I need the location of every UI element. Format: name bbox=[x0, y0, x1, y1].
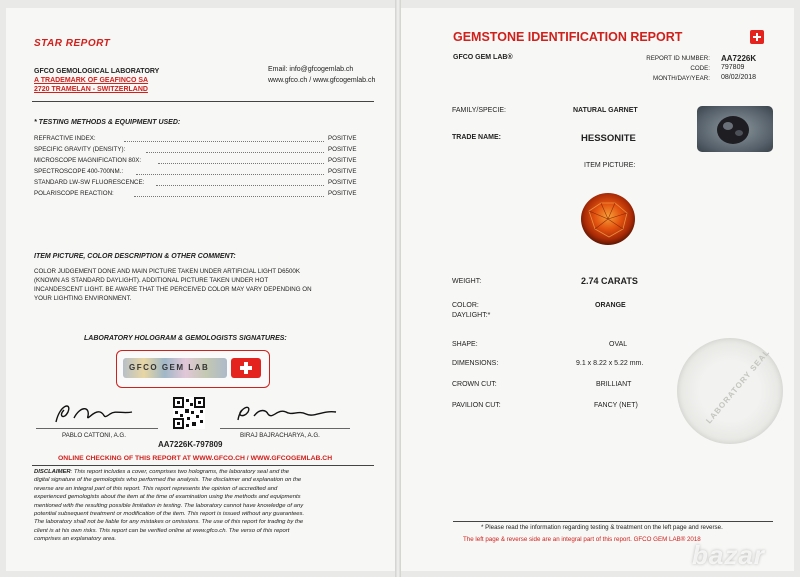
pavilion-cut-label: PAVILION CUT: bbox=[452, 402, 501, 409]
hologram-frame bbox=[116, 350, 270, 388]
test-label: MICROSCOPE MAGNIFICATION 80X: bbox=[34, 157, 142, 164]
test-label: SPECIFIC GRAVITY (DENSITY): bbox=[34, 146, 126, 153]
leader-dots bbox=[156, 185, 324, 186]
comment-line: COLOR JUDGEMENT DONE AND MAIN PICTURE TAKEN UNDER ARTIFICIAL LIGHT D6500K bbox=[34, 268, 300, 275]
gem-photo bbox=[579, 191, 637, 247]
test-label: POLARISCOPE REACTION: bbox=[34, 190, 114, 197]
disclaimer-line: potential subsequent treatment or modification of the item. This report is issued without any guarantees. bbox=[34, 511, 305, 518]
weight-value: 2.74 CARATS bbox=[581, 276, 638, 286]
lab-email[interactable]: Email: info@gfcogemlab.ch bbox=[268, 66, 354, 73]
meta-value: 08/02/2018 bbox=[721, 74, 757, 81]
qr-code[interactable] bbox=[173, 397, 205, 429]
test-label: REFRACTIVE INDEX: bbox=[34, 135, 96, 142]
family-value: NATURAL GARNET bbox=[573, 107, 638, 114]
dimensions-value: 9.1 x 8.22 x 5.22 mm. bbox=[576, 360, 644, 367]
footnote: * Please read the information regarding testing & treatment on the left page and reverse. bbox=[481, 524, 723, 531]
signature-right bbox=[232, 400, 342, 428]
disclaimer-line: reverse are an integral part of this report. This report represents the opinion of accredited and bbox=[34, 485, 278, 492]
disclaimer-line: client is at his own risks. This report can be verified online at www.gfco.ch. The verso of this report bbox=[34, 527, 290, 534]
shape-label: SHAPE: bbox=[452, 341, 478, 348]
signature-line bbox=[36, 428, 158, 429]
meta-value: 797809 bbox=[721, 64, 745, 71]
pavilion-cut-value: FANCY (NET) bbox=[594, 402, 638, 409]
meta-value: AA7226K bbox=[721, 54, 757, 63]
lab-web[interactable]: www.gfco.ch / www.gfcogemlab.ch bbox=[268, 77, 376, 84]
signer-left-name: PABLO CATTONI, A.G. bbox=[62, 432, 126, 439]
leader-dots bbox=[136, 174, 324, 175]
report-code: AA7226K-797809 bbox=[158, 440, 223, 449]
dark-gem-image bbox=[697, 106, 773, 152]
signature-left bbox=[50, 400, 140, 428]
leader-dots bbox=[146, 152, 324, 153]
watermark: bazar bbox=[692, 540, 765, 570]
item-picture-label: ITEM PICTURE: bbox=[584, 162, 636, 169]
comment-heading: ITEM PICTURE, COLOR DESCRIPTION & OTHER COMMENT: bbox=[34, 253, 236, 260]
footer-note: The left page & reverse side are an integral part of this report. GFCO GEM LAB® 2018 bbox=[463, 536, 701, 543]
leader-dots bbox=[124, 141, 324, 142]
weight-label: WEIGHT: bbox=[452, 278, 482, 285]
meta-label: REPORT ID NUMBER: bbox=[646, 55, 710, 62]
disclaimer-line: experienced gemologists about the item at the time of examination using the methods and equipments bbox=[34, 494, 301, 501]
comment-line: YOUR LIGHTING ENVIRONMENT. bbox=[34, 295, 132, 302]
test-value: POSITIVE bbox=[328, 146, 357, 153]
online-check-link[interactable]: ONLINE CHECKING OF THIS REPORT AT WWW.GFCO.CH / WWW.GFCOGEMLAB.CH bbox=[58, 455, 333, 462]
disclaimer-label: DISCLAIMER bbox=[34, 469, 71, 475]
meta-label: MONTH/DAY/YEAR: bbox=[653, 75, 710, 82]
hologram-sticker bbox=[123, 358, 227, 378]
disclaimer-line: mentioned with the resulting possible limitation in testing. The laboratory cannot have knowledge of any bbox=[34, 502, 304, 509]
seal-text: LABORATORY SEAL bbox=[704, 347, 772, 426]
disclaimer bbox=[34, 468, 374, 544]
dimensions-label: DIMENSIONS: bbox=[452, 360, 499, 367]
lab-address: 2720 TRAMELAN - SWITZERLAND bbox=[34, 86, 148, 93]
divider bbox=[32, 101, 374, 102]
crown-cut-label: CROWN CUT: bbox=[452, 381, 497, 388]
lab-trademark: A TRADEMARK OF GEAFINCO SA bbox=[34, 77, 149, 84]
test-label: STANDARD LW-SW FLUORESCENCE: bbox=[34, 179, 145, 186]
trade-name-value: HESSONITE bbox=[581, 133, 636, 144]
test-value: POSITIVE bbox=[328, 157, 357, 164]
swiss-flag-icon bbox=[750, 30, 764, 44]
disclaimer-line: The laboratory shall not be liable for any mistakes or omissions. The use of this report for trading by the bbox=[34, 519, 304, 526]
disclaimer-line: : This report includes a cover, comprises two holograms, the laboratory seal and the bbox=[70, 469, 290, 475]
family-label: FAMILY/SPECIE: bbox=[452, 107, 506, 114]
disclaimer-line: comprises an explanatory area. bbox=[34, 536, 117, 543]
color-value: ORANGE bbox=[595, 302, 626, 309]
signer-right-name: BIRAJ BAJRACHARYA, A.G. bbox=[240, 432, 320, 439]
leader-dots bbox=[158, 163, 324, 164]
color-label: COLOR: bbox=[452, 302, 479, 309]
swiss-flag-sticker bbox=[231, 358, 261, 378]
disclaimer-line: digital signature of the gemologists who performed the analysis. The disclaimer and explanation on the bbox=[34, 477, 302, 484]
divider bbox=[453, 521, 773, 522]
laboratory-seal bbox=[677, 338, 783, 444]
report-title: GEMSTONE IDENTIFICATION REPORT bbox=[453, 30, 683, 44]
daylight-label: DAYLIGHT:* bbox=[452, 312, 491, 319]
test-value: POSITIVE bbox=[328, 168, 357, 175]
crown-cut-value: BRILLIANT bbox=[596, 381, 632, 388]
hologram-label: GFCO GEM LAB bbox=[129, 363, 210, 372]
test-value: POSITIVE bbox=[328, 135, 357, 142]
test-value: POSITIVE bbox=[328, 179, 357, 186]
shape-value: OVAL bbox=[609, 341, 628, 348]
right-lab-name: GFCO GEM LAB® bbox=[453, 54, 513, 61]
trade-name-label: TRADE NAME: bbox=[452, 134, 501, 141]
test-label: SPECTROSCOPE 400-700NM.: bbox=[34, 168, 124, 175]
leader-dots bbox=[134, 196, 324, 197]
meta-label: CODE: bbox=[690, 65, 710, 72]
lab-name: GFCO GEMOLOGICAL LABORATORY bbox=[34, 68, 160, 75]
left-page bbox=[6, 8, 395, 571]
star-report-title: STAR REPORT bbox=[34, 38, 111, 49]
flag-cross-h bbox=[240, 366, 252, 370]
gem-thumbnail bbox=[697, 106, 773, 152]
divider bbox=[32, 465, 374, 466]
test-value: POSITIVE bbox=[328, 190, 357, 197]
right-page bbox=[401, 8, 794, 571]
testing-heading: * TESTING METHODS & EQUIPMENT USED: bbox=[34, 119, 181, 126]
qr-code-icon bbox=[173, 397, 205, 429]
comment-line: INCANDESCENT LIGHT. BE AWARE THAT THE PERCEIVED COLOR MAY VARY DEPENDING ON bbox=[34, 286, 312, 293]
hologram-heading: LABORATORY HOLOGRAM & GEMOLOGISTS SIGNATURES: bbox=[84, 335, 287, 342]
signature-line bbox=[220, 428, 350, 429]
comment-line: (KNOWN AS STANDARD DAYLIGHT). ADDITIONAL PICTURE TAKEN UNDER HOT bbox=[34, 277, 269, 284]
